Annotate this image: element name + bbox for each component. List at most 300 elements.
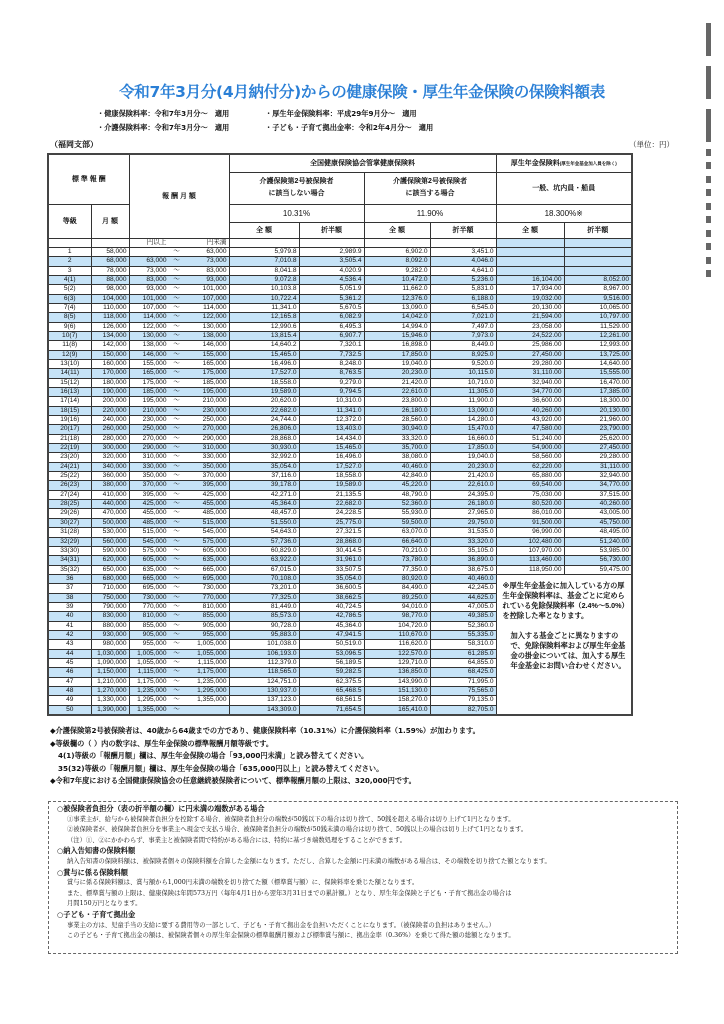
note-child-2: この子ども・子育て拠出金の額は、被保険者個々の厚生年金保険の標準報酬月額および標準賞与額に、拠出金率（0.36%）を乗じて得た額の総額となります。: [67, 932, 515, 940]
cell-health: 21,420.0: [430, 472, 496, 481]
cell-health: 15,465.0: [229, 350, 299, 359]
table-row: [48, 537, 632, 546]
cell-health: 101,038.0: [229, 640, 299, 649]
not-care-line2: に該当しない場合: [268, 190, 325, 197]
cell-health: 64,855.0: [430, 658, 496, 667]
cell-health: 19,040.0: [430, 453, 496, 462]
cell-grade: 30(27): [48, 518, 91, 527]
cell-health: 11,662.0: [364, 285, 430, 294]
range-from: 195,000: [142, 397, 167, 405]
cell-range: [129, 481, 229, 490]
cell-health: 118,565.0: [229, 668, 299, 677]
range-to: 1,175,000: [197, 668, 227, 676]
cell-health: 8,449.0: [430, 341, 496, 350]
cell-health: 17,850.0: [364, 350, 430, 359]
range-tilde: ～: [173, 668, 180, 676]
cell-health: 17,527.0: [299, 462, 364, 471]
cell-health: 47,005.0: [430, 602, 496, 611]
range-from: 425,000: [142, 500, 167, 508]
pension-fund-note-2: 加入する基金ごとに異なりますので、免除保険料率および厚生年金基金の掛金については、加入する厚生年金基金にお問い合わせください。: [510, 630, 626, 670]
cell-grade: 8(5): [48, 313, 91, 322]
range-to: 185,000: [202, 378, 227, 386]
cell-monthly: 134,000: [91, 331, 129, 340]
cell-range: [129, 322, 229, 331]
cell-health: 9,279.0: [299, 378, 364, 387]
cell-health: 158,270.0: [364, 696, 430, 705]
cell-monthly: 790,000: [91, 602, 129, 611]
cell-pension-full: 25,986.00: [496, 341, 564, 350]
range-from: 665,000: [142, 574, 167, 582]
cell-health: 14,042.0: [364, 313, 430, 322]
cell-health: 94,010.0: [364, 602, 430, 611]
edge-mark: [706, 203, 711, 210]
cell-grade: 4(1): [48, 275, 91, 284]
table-row: [48, 509, 632, 518]
cell-empty: [564, 238, 632, 247]
range-from: 905,000: [142, 630, 167, 638]
range-to: 230,000: [202, 406, 227, 414]
cell-health: 40,460.0: [430, 574, 496, 583]
rate-pension: 18.300%※: [496, 204, 632, 222]
cell-health: 33,320.0: [430, 537, 496, 546]
cell-health: 136,850.0: [364, 668, 430, 677]
cell-health: 30,414.5: [299, 546, 364, 555]
range-from: 138,000: [142, 341, 167, 349]
table-row: [48, 378, 632, 387]
note-fraction-2: ②被保険者が、被保険者負担分を事業主へ現金で支払う場合、被保険者負担分の端数が50銭未満の場合は切り捨て、50銭以上の場合は切り上げて1円となります。: [67, 826, 528, 834]
cell-pension-full: 34,770.00: [496, 388, 564, 397]
cell-health: 45,364.0: [229, 500, 299, 509]
cell-health: 38,080.0: [364, 453, 430, 462]
cell-monthly: 142,000: [91, 341, 129, 350]
cell-health: 6,545.0: [430, 303, 496, 312]
cell-monthly: 98,000: [91, 285, 129, 294]
cell-health: 70,210.0: [364, 546, 430, 555]
note-fraction-3: （注）①、②にかかわらず、事業主と被保険者間で特約がある場合には、特約に基づき端数処理をすることができます。: [67, 836, 407, 844]
range-to: 146,000: [202, 341, 227, 349]
range-tilde: ～: [173, 350, 180, 358]
cell-pension-half: 13,725.00: [564, 350, 632, 359]
cell-grade: 16(13): [48, 388, 91, 397]
range-to: 1,005,000: [197, 640, 227, 648]
cell-health: 4,020.9: [299, 266, 364, 275]
cell-range: [129, 630, 229, 639]
cell-grade: 10(7): [48, 331, 91, 340]
cell-range: [129, 257, 229, 266]
cell-monthly: 710,000: [91, 584, 129, 593]
cell-health: 82,705.0: [430, 705, 496, 715]
cell-grade: 12(9): [48, 350, 91, 359]
cell-health: 16,496.0: [229, 359, 299, 368]
cell-pension-full: 113,460.00: [496, 556, 564, 565]
cell-pension-full: 62,220.00: [496, 462, 564, 471]
cell-grade: 48: [48, 687, 91, 696]
cell-health: 73,201.0: [229, 584, 299, 593]
table-row: [48, 528, 632, 537]
range-from: 1,005,000: [137, 649, 167, 657]
range-to: 545,000: [202, 528, 227, 536]
cell-range: [129, 612, 229, 621]
cell-health: 12,372.0: [299, 416, 364, 425]
cell-range: [129, 285, 229, 294]
cell-health: 9,794.5: [299, 388, 364, 397]
cell-monthly: 240,000: [91, 416, 129, 425]
footnotes: [50, 725, 480, 788]
cell-health: 5,236.0: [430, 275, 496, 284]
range-tilde: ～: [173, 388, 180, 395]
range-to: 575,000: [202, 537, 227, 545]
range-from: 1,235,000: [137, 687, 167, 694]
table-row: [48, 406, 632, 415]
cell-health: 20,620.0: [229, 397, 299, 406]
cell-health: 10,722.4: [229, 294, 299, 303]
range-tilde: ～: [173, 565, 180, 573]
cell-health: 137,123.0: [229, 696, 299, 705]
cell-range: [129, 593, 229, 602]
cell-monthly: 280,000: [91, 434, 129, 443]
cell-health: 20,230.0: [364, 369, 430, 378]
cell-health: 5,979.8: [229, 247, 299, 256]
range-tilde: ～: [173, 303, 180, 311]
cell-health: 28,868.0: [229, 434, 299, 443]
cell-health: 80,920.0: [364, 574, 430, 583]
cell-range: [129, 537, 229, 546]
rate-care: 11.90%: [364, 204, 496, 222]
cell-empty: [496, 238, 564, 247]
cell-health: 4,641.0: [430, 266, 496, 275]
cell-health: 6,495.3: [299, 322, 364, 331]
range-from: 575,000: [142, 546, 167, 554]
cell-monthly: 680,000: [91, 574, 129, 583]
cell-health: 79,135.0: [430, 696, 496, 705]
header-care: [364, 172, 496, 204]
cell-pension-half: 8,052.00: [564, 275, 632, 284]
cell-pension-full: 36,600.00: [496, 397, 564, 406]
cell-range: [129, 247, 229, 256]
range-tilde: ～: [173, 509, 180, 517]
cell-pension-full: 47,580.00: [496, 425, 564, 434]
table-row: [48, 303, 632, 312]
range-tilde: ～: [173, 444, 180, 452]
range-tilde: ～: [173, 602, 180, 610]
cell-health: 42,271.0: [229, 490, 299, 499]
range-from: 250,000: [142, 425, 167, 433]
cell-monthly: 104,000: [91, 294, 129, 303]
cell-pension-half: 59,475.00: [564, 565, 632, 574]
range-from: 146,000: [142, 350, 167, 358]
range-tilde: ～: [173, 294, 180, 302]
cell-health: 70,108.0: [229, 574, 299, 583]
cell-health: 15,465.0: [299, 444, 364, 453]
cell-pension-full: 58,560.00: [496, 453, 564, 462]
cell-empty: [229, 238, 299, 247]
range-tilde: ～: [173, 621, 180, 629]
unit-label: （単位：円）: [629, 140, 674, 149]
rate-not-care: 10.31%: [229, 204, 364, 222]
cell-monthly: 1,210,000: [91, 677, 129, 686]
cell-monthly: 68,000: [91, 257, 129, 266]
cell-health: 22,682.0: [299, 500, 364, 509]
cell-pension-full: 118,950.00: [496, 565, 564, 574]
cell-health: 42,840.0: [364, 472, 430, 481]
range-tilde: ～: [173, 481, 180, 489]
cell-health: 35,105.0: [430, 546, 496, 555]
cell-health: 28,868.0: [299, 537, 364, 546]
table-row: [48, 472, 632, 481]
range-to: 107,000: [202, 294, 227, 302]
cell-health: 110,670.0: [364, 630, 430, 639]
range-from: 114,000: [143, 313, 167, 321]
cell-health: 10,310.0: [299, 397, 364, 406]
range-from: 1,175,000: [137, 677, 167, 685]
range-to: 605,000: [202, 546, 227, 554]
cell-pension-half: 9,516.00: [564, 294, 632, 303]
table-row: [48, 565, 632, 574]
cell-health: 8,925.0: [430, 350, 496, 359]
cell-health: 33,507.5: [299, 565, 364, 574]
range-to: 485,000: [202, 509, 227, 517]
range-to: 1,295,000: [197, 687, 227, 694]
cell-pension-empty: [564, 257, 632, 266]
cell-grade: 15(12): [48, 378, 91, 387]
premium-table: [47, 153, 633, 716]
table-row: [48, 341, 632, 350]
range-from: 1,295,000: [137, 696, 167, 704]
cell-monthly: 340,000: [91, 462, 129, 471]
cell-health: 12,376.0: [364, 294, 430, 303]
range-from: 210,000: [142, 406, 167, 414]
table-row: [48, 546, 632, 555]
range-from: 175,000: [142, 378, 167, 386]
range-to: 101,000: [202, 285, 227, 293]
cell-grade: 38: [48, 593, 91, 602]
header-not-care: [229, 172, 364, 204]
range-to: 1,355,000: [197, 696, 227, 704]
header-remuneration-monthly: 報 酬 月 額: [129, 154, 229, 238]
rates-left: [97, 107, 229, 135]
cell-grade: 1: [48, 247, 91, 256]
cell-health: 61,285.0: [430, 649, 496, 658]
cell-health: 15,946.0: [364, 331, 430, 340]
cell-monthly: 440,000: [91, 500, 129, 509]
cell-health: 9,072.8: [229, 275, 299, 284]
cell-health: 37,116.0: [229, 472, 299, 481]
cell-grade: 29(26): [48, 509, 91, 518]
cell-health: 71,995.0: [430, 677, 496, 686]
cell-monthly: 190,000: [91, 388, 129, 397]
cell-health: 21,135.5: [299, 490, 364, 499]
cell-grade: 39: [48, 602, 91, 611]
cell-monthly: 980,000: [91, 640, 129, 649]
cell-range: [129, 462, 229, 471]
range-from: 955,000: [142, 640, 167, 648]
cell-health: 55,930.0: [364, 509, 430, 518]
cell-pension-full: 51,240.00: [496, 434, 564, 443]
range-tilde: ～: [173, 677, 180, 685]
table-row: [48, 462, 632, 471]
cell-grade: 18(15): [48, 406, 91, 415]
cell-monthly: 170,000: [91, 369, 129, 378]
table-row: [48, 266, 632, 275]
cell-health: 63,070.0: [364, 528, 430, 537]
cell-health: 22,610.0: [430, 481, 496, 490]
cell-range: [129, 528, 229, 537]
cell-grade: 32(29): [48, 537, 91, 546]
range-from: 635,000: [142, 565, 167, 573]
cell-health: 8,763.5: [299, 369, 364, 378]
cell-grade: 27(24): [48, 490, 91, 499]
cell-pension-full: 27,450.00: [496, 350, 564, 359]
cell-health: 6,082.9: [299, 313, 364, 322]
cell-grade: 43: [48, 640, 91, 649]
range-to: 730,000: [202, 584, 227, 592]
header-full-2: 全 額: [364, 222, 430, 238]
cell-grade: 7(4): [48, 303, 91, 312]
cell-health: 48,457.0: [229, 509, 299, 518]
cell-range: [129, 584, 229, 593]
cell-range: [129, 303, 229, 312]
cell-health: 8,041.8: [229, 266, 299, 275]
range-from: 1,355,000: [137, 705, 167, 713]
cell-grade: 19(16): [48, 416, 91, 425]
range-to: 1,115,000: [197, 658, 227, 666]
table-row: [48, 331, 632, 340]
note-heading-bonus: ○賞与に係る保険料額: [57, 867, 128, 877]
range-from: 230,000: [142, 416, 167, 424]
header-health-insurance: 全国健康保険協会管掌健康保険料: [229, 154, 496, 172]
edge-mark: [706, 230, 711, 237]
cell-monthly: 590,000: [91, 546, 129, 555]
cell-grade: 31(28): [48, 528, 91, 537]
header-full-3: 全 額: [496, 222, 564, 238]
cell-grade: 47: [48, 677, 91, 686]
cell-health: 11,900.0: [430, 397, 496, 406]
cell-health: 14,280.0: [430, 416, 496, 425]
cell-health: 151,130.0: [364, 687, 430, 696]
cell-range: [129, 434, 229, 443]
note-heading-fraction: ○被保険者負担分（表の折半額の欄）に円未満の端数がある場合: [57, 804, 265, 813]
cell-monthly: 410,000: [91, 490, 129, 499]
cell-pension-empty: [564, 266, 632, 275]
cell-health: 5,831.0: [430, 285, 496, 294]
care-line1: 介護保険第2号被保険者: [393, 178, 467, 185]
header-grade: 等級: [48, 204, 91, 238]
footnote-grade-35: 35(32)等級の「報酬月額」欄は、厚生年金保険の場合「635,000円以上」と読み替えてください。: [58, 763, 384, 773]
cell-health: 30,930.0: [229, 444, 299, 453]
branch-label: （福岡支部）: [50, 140, 98, 149]
cell-health: 28,560.0: [364, 416, 430, 425]
range-tilde: ～: [173, 434, 180, 442]
cell-pension-half: 43,005.00: [564, 509, 632, 518]
cell-health: 7,021.0: [430, 313, 496, 322]
cell-health: 165,410.0: [364, 705, 430, 715]
range-from: 310,000: [142, 453, 167, 461]
cell-health: 16,660.0: [430, 434, 496, 443]
range-tilde: ～: [173, 425, 180, 433]
cell-grade: 35(32): [48, 565, 91, 574]
range-from: 185,000: [142, 388, 167, 395]
range-to: 250,000: [202, 416, 227, 424]
cell-health: 98,770.0: [364, 612, 430, 621]
cell-health: 31,535.0: [430, 528, 496, 537]
cell-health: 53,096.5: [299, 649, 364, 658]
cell-pension-half: 56,730.00: [564, 556, 632, 565]
cell-monthly: 880,000: [91, 621, 129, 630]
edge-mark: [706, 109, 711, 142]
range-tilde: ～: [173, 247, 180, 255]
cell-health: 14,640.2: [229, 341, 299, 350]
cell-health: 5,051.9: [299, 285, 364, 294]
cell-health: 116,620.0: [364, 640, 430, 649]
range-tilde: ～: [173, 696, 180, 704]
cell-pension-full: 102,480.00: [496, 537, 564, 546]
cell-range: [129, 453, 229, 462]
cell-monthly: 88,000: [91, 275, 129, 284]
cell-health: 9,282.0: [364, 266, 430, 275]
cell-pension-half: 18,300.00: [564, 397, 632, 406]
cell-health: 11,341.0: [299, 406, 364, 415]
cell-range: [129, 696, 229, 705]
cell-health: 66,640.0: [364, 537, 430, 546]
cell-pension-half: 34,770.00: [564, 481, 632, 490]
cell-health: 122,570.0: [364, 649, 430, 658]
cell-health: 35,054.0: [229, 462, 299, 471]
cell-pension-empty: [496, 266, 564, 275]
cell-grade: 23(20): [48, 453, 91, 462]
range-to: 83,000: [206, 266, 227, 274]
cell-health: 44,625.0: [430, 593, 496, 602]
range-to: 810,000: [202, 602, 227, 610]
cell-monthly: 750,000: [91, 593, 129, 602]
range-to: 1,235,000: [197, 677, 227, 685]
cell-health: 36,600.5: [299, 584, 364, 593]
page-title: 令和7年3月分(4月納付分)からの健康保険・厚生年金保険の保険料額表: [119, 83, 605, 101]
cell-pension-full: 43,920.00: [496, 416, 564, 425]
cell-pension-full: 21,594.00: [496, 313, 564, 322]
range-to: 270,000: [202, 425, 227, 433]
cell-health: 47,941.5: [299, 630, 364, 639]
cell-health: 35,700.0: [364, 444, 430, 453]
cell-grade: 36: [48, 574, 91, 583]
range-tilde: ～: [173, 593, 180, 601]
header-pension-insurance: [496, 154, 632, 172]
table-row: [48, 350, 632, 359]
cell-health: 63,922.0: [229, 556, 299, 565]
cell-health: 16,898.0: [364, 341, 430, 350]
cell-pension-full: 91,500.00: [496, 518, 564, 527]
cell-health: 51,550.0: [229, 518, 299, 527]
range-from: 330,000: [142, 462, 167, 470]
cell-pension-half: 53,985.00: [564, 546, 632, 555]
cell-health: 36,890.0: [430, 556, 496, 565]
cell-pension-half: 48,495.00: [564, 528, 632, 537]
cell-pension-half: 37,515.00: [564, 490, 632, 499]
range-tilde: ～: [173, 630, 180, 638]
yen-under-label: 円未満: [206, 238, 227, 246]
cell-health: 65,468.5: [299, 687, 364, 696]
cell-range: [129, 406, 229, 415]
cell-monthly: 500,000: [91, 518, 129, 527]
footnote-care: ◆介護保険第2号被保険者は、40歳から64歳までの方であり、健康保険料率（10.31%）に介護保険料率（1.59%）が加わります。: [50, 726, 480, 735]
edge-mark: [706, 216, 711, 223]
cell-health: 77,325.0: [229, 593, 299, 602]
range-from: 107,000: [142, 303, 167, 311]
cell-grade: 45: [48, 658, 91, 667]
cell-monthly: 160,000: [91, 359, 129, 368]
cell-range: [129, 444, 229, 453]
cell-range: [129, 472, 229, 481]
cell-health: 12,165.8: [229, 313, 299, 322]
